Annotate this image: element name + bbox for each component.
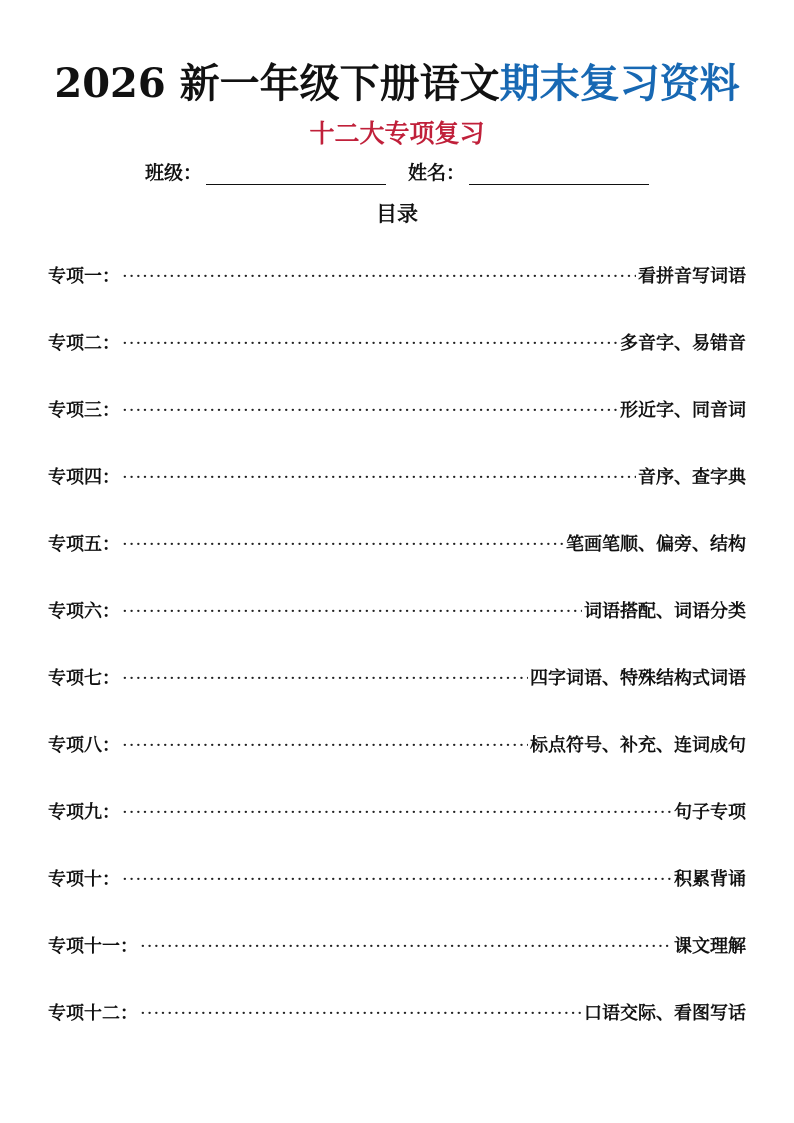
- toc-topic: 多音字、易错音: [620, 333, 746, 354]
- toc-topic: 看拼音写词语: [638, 266, 746, 287]
- toc-topic: 形近字、同音词: [620, 400, 746, 421]
- toc-topic: 词语搭配、词语分类: [584, 601, 746, 622]
- toc-topic: 笔画笔顺、偏旁、结构: [566, 534, 746, 555]
- toc-row: [48, 463, 746, 530]
- toc-row: [48, 731, 746, 798]
- toc-dot-leader: [122, 266, 636, 287]
- toc-topic: 音序、查字典: [638, 467, 746, 488]
- toc-row: [48, 597, 746, 664]
- toc-row: [48, 530, 746, 597]
- class-field: [145, 158, 386, 185]
- toc-topic: 口语交际、看图写话: [584, 1003, 746, 1024]
- toc-dot-leader: [122, 534, 564, 555]
- toc-label: 专项七：: [48, 668, 120, 689]
- page-subtitle: 十二大专项复习: [309, 119, 485, 148]
- toc-label: 专项十：: [48, 869, 120, 890]
- toc-dot-leader: [122, 735, 528, 756]
- title-accent: 期末复习资料: [499, 60, 740, 107]
- title-main: 2026 新一年级下册语文: [54, 60, 500, 107]
- toc-label: 专项一：: [48, 266, 120, 287]
- class-label: 班级：: [144, 162, 202, 184]
- toc-dot-leader: [122, 333, 618, 354]
- name-blank-line[interactable]: [469, 162, 649, 185]
- page-title: [0, 52, 794, 109]
- toc-dot-leader: [122, 400, 618, 421]
- toc-row: [48, 396, 746, 463]
- student-fields: [0, 158, 794, 185]
- toc-label: 专项三：: [48, 400, 120, 421]
- toc-dot-leader: [140, 936, 672, 957]
- toc-dot-leader: [122, 802, 672, 823]
- name-field: [408, 158, 649, 185]
- toc-heading: 目录: [376, 201, 418, 226]
- toc-label: 专项四：: [48, 467, 120, 488]
- toc-label: 专项十一：: [48, 936, 138, 957]
- toc-dot-leader: [140, 1003, 582, 1024]
- toc-label: 专项八：: [48, 735, 120, 756]
- toc-row: [48, 932, 746, 999]
- toc-topic: 四字词语、特殊结构式词语: [530, 668, 746, 689]
- toc-row: [48, 798, 746, 865]
- toc-label: 专项六：: [48, 601, 120, 622]
- name-label: 姓名：: [408, 162, 466, 184]
- table-of-contents: [48, 262, 746, 1066]
- toc-dot-leader: [122, 869, 672, 890]
- toc-dot-leader: [122, 601, 582, 622]
- class-blank-line[interactable]: [206, 162, 386, 185]
- toc-row: [48, 262, 746, 329]
- toc-label: 专项二：: [48, 333, 120, 354]
- toc-row: [48, 329, 746, 396]
- toc-label: 专项九：: [48, 802, 120, 823]
- toc-topic: 课文理解: [674, 936, 746, 957]
- toc-topic: 标点符号、补充、连词成句: [530, 735, 746, 756]
- toc-topic: 句子专项: [674, 802, 746, 823]
- toc-label: 专项五：: [48, 534, 120, 555]
- toc-label: 专项十二：: [48, 1003, 138, 1024]
- toc-row: [48, 999, 746, 1066]
- toc-topic: 积累背诵: [674, 869, 746, 890]
- toc-dot-leader: [122, 668, 528, 689]
- toc-row: [48, 664, 746, 731]
- toc-row: [48, 865, 746, 932]
- toc-dot-leader: [122, 467, 636, 488]
